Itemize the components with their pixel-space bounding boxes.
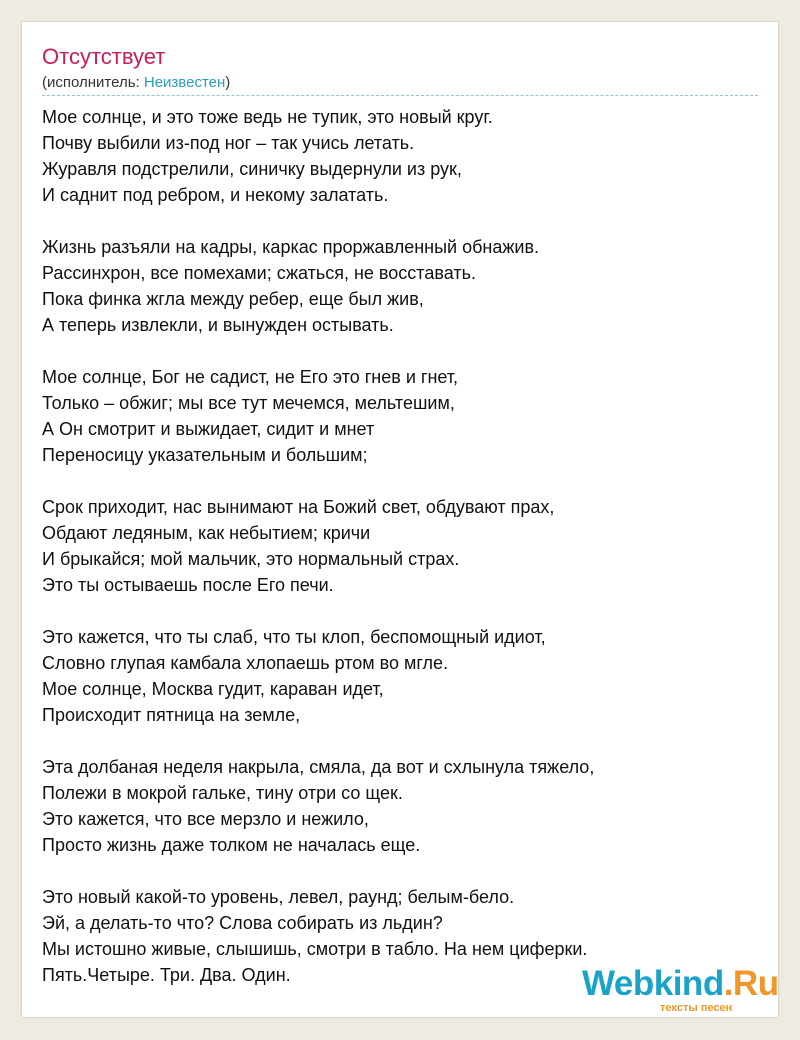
lyric-line: Мое солнце, Бог не садист, не Его это гнев и гнет, [42, 367, 459, 387]
lyric-line: Это кажется, что все мерзло и нежило, [42, 809, 369, 829]
lyric-line: Мое солнце, и это тоже ведь не тупик, это новый круг. [42, 107, 493, 127]
lyric-line: А теперь извлекли, и вынужден остывать. [42, 315, 394, 335]
song-title: Отсутствует [42, 44, 166, 69]
stanza [42, 494, 758, 598]
lyric-line: Просто жизнь даже толком не началась еще. [42, 835, 421, 855]
stanza [42, 234, 758, 338]
lyric-line: Рассинхрон, все помехами; сжаться, не восставать. [42, 263, 476, 283]
logo-wordmark [582, 964, 779, 1004]
lyric-line: Словно глупая камбала хлопаешь ртом во мгле. [42, 653, 449, 673]
lyric-line: Это кажется, что ты слаб, что ты клоп, беспомощный идиот, [42, 627, 546, 647]
lyric-line: Только – обжиг; мы все тут мечемся, мельтешим, [42, 393, 455, 413]
artist-prefix: (исполнитель: [42, 74, 144, 91]
lyric-line: Пять.Четыре. Три. Два. Один. [42, 965, 291, 985]
artist-suffix: ) [225, 74, 231, 91]
lyric-line: Пока финка жгла между ребер, еще был жив, [42, 289, 424, 309]
artist-link[interactable]: Неизвестен [143, 74, 226, 91]
lyric-line: Жизнь разъяли на кадры, каркас проржавленный обнажив. [42, 237, 540, 257]
lyric-line: Полежи в мокрой гальке, тину отри со щек. [42, 783, 403, 803]
stanza [42, 624, 758, 728]
header-divider [42, 95, 758, 96]
lyric-line: Почву выбили из-под ног – так учись летать. [42, 133, 415, 153]
lyric-line: Мы истошно живые, слышишь, смотри в табло. На нем циферки. [42, 939, 588, 959]
lyrics-page [22, 22, 778, 1017]
stanza [42, 754, 758, 858]
lyric-line: Это новый какой-то уровень, левел, раунд; белым-бело. [42, 887, 515, 907]
lyric-line: И саднит под ребром, и некому залатать. [42, 185, 389, 205]
lyric-line: Срок приходит, нас вынимают на Божий свет, обдувают прах, [42, 497, 555, 517]
logo-tld: .Ru [723, 964, 779, 1003]
artist-line [42, 74, 230, 92]
lyric-line: Эй, а делать-то что? Слова собирать из льдин? [42, 913, 443, 933]
lyric-line: А Он смотрит и выжидает, сидит и мнет [42, 419, 375, 439]
stanza [42, 104, 758, 208]
lyric-line: Мое солнце, Москва гудит, караван идет, [42, 679, 384, 699]
logo-tagline: тексты песен [660, 1002, 733, 1014]
lyric-line: И брыкайся; мой мальчик, это нормальный страх. [42, 549, 460, 569]
webkind-logo [582, 964, 778, 1016]
lyric-line: Это ты остываешь после Его печи. [42, 575, 334, 595]
lyric-line: Переносицу указательным и большим; [42, 445, 368, 465]
logo-brand: Webkind [582, 964, 724, 1003]
lyrics-text [42, 104, 758, 1014]
lyric-line: Журавля подстрелили, синичку выдернули из рук, [42, 159, 462, 179]
lyric-line: Происходит пятница на земле, [42, 705, 301, 725]
lyric-line: Эта долбаная неделя накрыла, смяла, да вот и схлынула тяжело, [42, 757, 595, 777]
lyric-line: Обдают ледяным, как небытием; кричи [42, 523, 371, 543]
stanza [42, 364, 758, 468]
